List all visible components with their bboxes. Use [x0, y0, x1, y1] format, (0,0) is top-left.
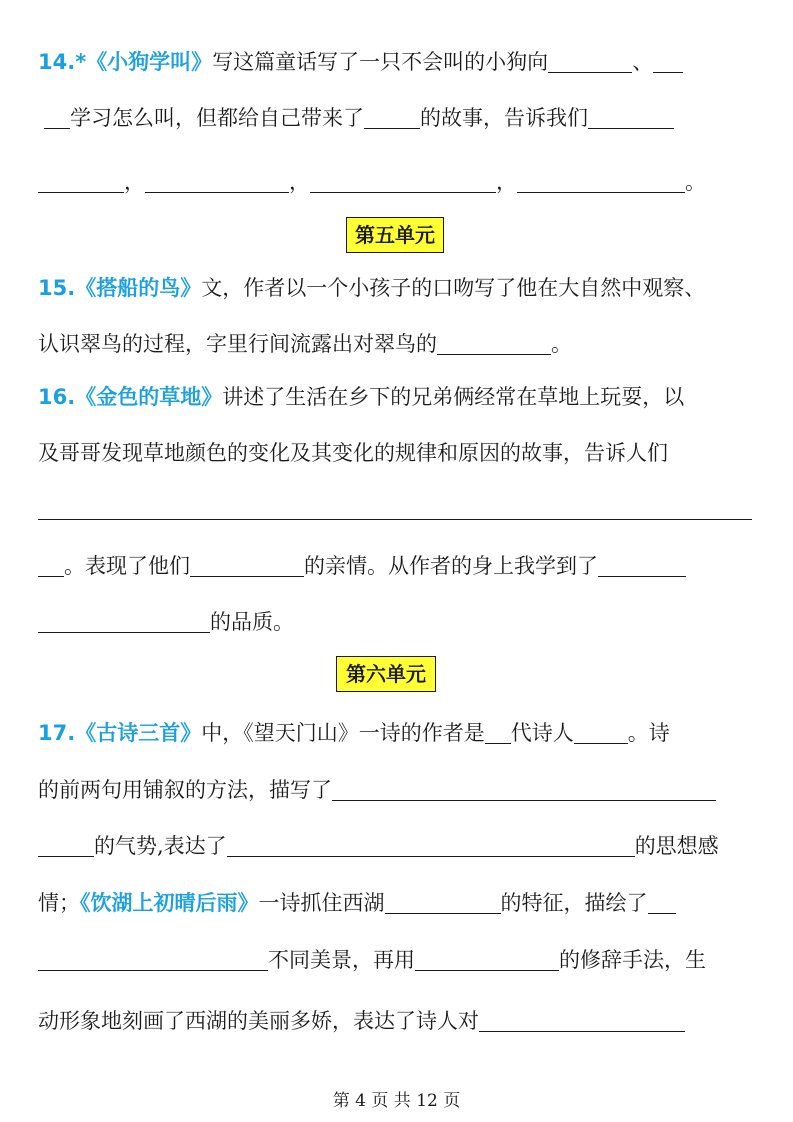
q17-line-6 — [38, 1001, 756, 1041]
q17-blank-8[interactable] — [479, 1007, 685, 1032]
q17-line-3 — [38, 826, 756, 866]
q17-number: 17. — [38, 721, 76, 745]
q17-blank-5[interactable] — [385, 889, 501, 914]
unit-5-header: 第五单元 — [346, 217, 444, 253]
q14-blank-2a[interactable] — [653, 48, 683, 73]
q14-end: 。 — [685, 170, 706, 194]
q14-line-3 — [38, 162, 756, 202]
q16-line-2 — [38, 433, 756, 473]
q17-title: 《古诗三首》 — [75, 721, 202, 745]
unit-6-header: 第六单元 — [336, 656, 436, 692]
q17-text-3: 。诗 — [627, 721, 670, 745]
q14-blank-7[interactable] — [517, 168, 685, 193]
q17-line-2 — [38, 770, 756, 810]
q17-text-8: 一诗抓住西湖 — [258, 891, 385, 915]
q16-blank-2[interactable] — [190, 552, 304, 577]
q16-text-4: 的亲情。从作者的身上我学到了 — [304, 554, 598, 578]
q17-blank-3b[interactable] — [38, 832, 94, 857]
q17-text-12: 动形象地刻画了西湖的美丽多娇，表达了诗人对 — [38, 1009, 479, 1033]
q17-title-2: 《饮湖上初晴后雨》 — [80, 891, 259, 915]
q17-blank-6a[interactable] — [648, 889, 676, 914]
q14-blank-1[interactable] — [548, 48, 632, 73]
q17-blank-7[interactable] — [415, 946, 559, 971]
q17-text-2: 代诗人 — [510, 721, 574, 745]
q14-comma-1: ， — [124, 170, 145, 194]
q16-line-5 — [38, 602, 756, 642]
q14-blank-4b[interactable] — [38, 168, 124, 193]
q14-text-2: 、 — [632, 50, 654, 74]
q17-line-4 — [38, 883, 756, 923]
q17-text-4: 的前两句用铺叙的方法，描写了 — [38, 778, 332, 802]
q17-text-6: 的思想感 — [634, 834, 719, 858]
q17-text-11: 的修辞手法，生 — [559, 948, 706, 972]
q14-line-2 — [38, 98, 756, 138]
q14-comma-2: ， — [289, 170, 310, 194]
q14-blank-6[interactable] — [310, 168, 496, 193]
q17-text-5: 的气势,表达了 — [94, 834, 227, 858]
q14-blank-3[interactable] — [364, 104, 420, 129]
q16-text-3: 。表现了他们 — [64, 554, 190, 578]
q16-line-1 — [38, 377, 756, 417]
q14-text-1: 写这篇童话写了一只不会叫的小狗向 — [212, 50, 549, 74]
q15-title: 《搭船的鸟》 — [75, 276, 202, 300]
q17-blank-4[interactable] — [227, 832, 635, 857]
q16-number: 16. — [38, 385, 76, 409]
q17-blank-3a[interactable] — [332, 776, 716, 801]
q16-title: 《金色的草地》 — [75, 385, 223, 409]
q17-line-5 — [38, 940, 756, 980]
q17-text-9: 的特征，描绘了 — [500, 891, 648, 915]
q16-line-4 — [38, 546, 756, 586]
q17-blank-1[interactable] — [485, 719, 511, 744]
q17-text-10: 不同美景，再用 — [268, 948, 415, 972]
q15-line-1 — [38, 268, 756, 308]
q15-number: 15. — [38, 276, 76, 300]
q14-title: 《小狗学叫》 — [86, 50, 213, 74]
q17-blank-2[interactable] — [574, 719, 628, 744]
q16-blank-1[interactable] — [38, 495, 752, 520]
q14-blank-5[interactable] — [145, 168, 289, 193]
q16-text-5: 的品质。 — [210, 610, 294, 634]
q14-number: 14.* — [38, 50, 87, 74]
q17-text-1: 中，《望天门山》一诗的作者是 — [201, 721, 485, 745]
q14-text-4: 的故事，告诉我们 — [420, 106, 588, 130]
q15-blank-1[interactable] — [437, 330, 551, 355]
q16-text-2: 及哥哥发现草地颜色的变化及其变化的规律和原因的故事，告诉人们 — [38, 441, 668, 465]
q16-line-3 — [38, 489, 756, 529]
q15-line-2 — [38, 324, 756, 364]
q16-blank-3b[interactable] — [38, 608, 210, 633]
q16-text-1: 讲述了生活在乡下的兄弟俩经常在草地上玩耍，以 — [222, 385, 685, 409]
q14-blank-2b[interactable] — [44, 104, 70, 129]
q16-blank-3a[interactable] — [598, 552, 686, 577]
q14-comma-3: ， — [496, 170, 517, 194]
q14-line-1 — [38, 42, 756, 82]
q15-text-1: 文，作者以一个小孩子的口吻写了他在大自然中观察、 — [201, 276, 706, 300]
q15-text-2: 认识翠鸟的过程，字里行间流露出对翠鸟的 — [38, 332, 437, 356]
q15-end: 。 — [551, 332, 572, 356]
q14-text-3: 学习怎么叫，但都给自己带来了 — [70, 106, 364, 130]
page-number-footer: 第 4 页 共 12 页 — [332, 1091, 461, 1111]
q17-line-1 — [38, 713, 756, 753]
q14-blank-4a[interactable] — [588, 104, 674, 129]
q16-blank-1b[interactable] — [38, 552, 64, 577]
q17-blank-6b[interactable] — [38, 946, 268, 971]
q17-text-7: 情； — [38, 891, 80, 915]
